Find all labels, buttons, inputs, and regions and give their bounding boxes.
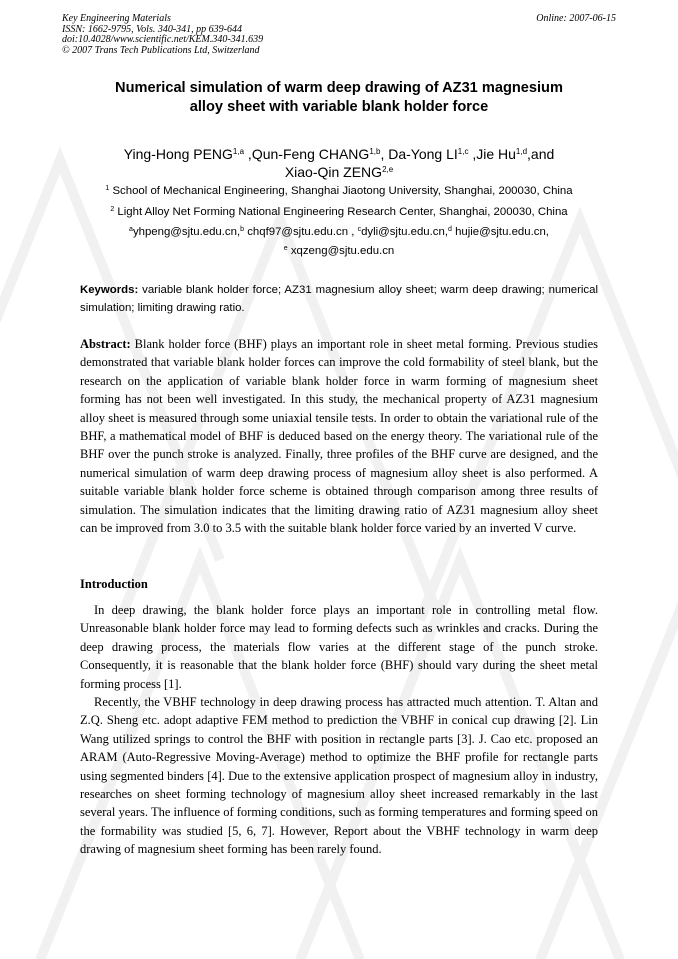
journal-header: [62, 14, 616, 56]
email-address[interactable]: chqf97@sjtu.edu.cn ,: [244, 226, 355, 238]
email-mark: e: [283, 245, 288, 252]
affiliation-mark: 1: [105, 185, 110, 192]
author-affiliation-mark: 1,d: [515, 147, 528, 156]
intro-paragraph-2: Recently, the VBHF technology in deep drawing process has attracted much attention. T. Altan and Z.Q. Sheng etc. adopt adaptive FEM method to prediction the VBHF in conical cup drawing [2]. Lin Wang utilized springs to control the BHF with position in rectangle parts [3]. J. Cao etc. proposed an ARAM (Auto-Regressive Moving-Average) method to optimize the BHF profile for rectangle parts using segmented binders [4]. Due to the extensive application prospect of magnesium alloy in industry, researches on sheet forming technology of magnesium alloy sheet increased remarkably in the last several years. The influence of forming conditions, such as forming temperatures and forming speed on the formability was studied [5, 6, 7]. However, Report about the VBHF technology in warm deep drawing of magnesium sheet forming has been rarely found.: [80, 695, 598, 857]
introduction-heading: Introduction: [80, 577, 148, 591]
author-affiliation-mark: 1,c: [457, 147, 469, 156]
affiliation-mark: 2: [110, 206, 115, 213]
author-separator: ,: [468, 146, 477, 162]
email-mark: d: [448, 226, 452, 233]
author-line-2: [70, 163, 608, 181]
author-list: [70, 145, 608, 181]
affiliation-text: Light Alloy Net Forming National Engineering Research Center, Shanghai, 200030, China: [117, 206, 568, 218]
author-name: Qun-Feng CHANG: [251, 146, 370, 162]
author-name: Xiao-Qin ZENG: [284, 164, 383, 180]
author-line-1: [70, 145, 608, 163]
email-address[interactable]: hujie@sjtu.edu.cn,: [451, 226, 549, 238]
journal-name: Key Engineering Materials: [62, 13, 171, 24]
email-mark: a: [129, 226, 133, 233]
email-address[interactable]: yhpeng@sjtu.edu.cn,: [132, 226, 241, 238]
email-line-1: [62, 225, 616, 239]
abstract-block: [80, 335, 598, 537]
title-line-2: alloy sheet with variable blank holder force: [189, 99, 489, 115]
doi-line: doi:10.4028/www.scientific.net/KEM.340-341.639: [62, 34, 264, 45]
email-address[interactable]: dyli@sjtu.edu.cn,: [361, 226, 448, 238]
email-mark: c: [357, 226, 362, 233]
author-name: Ying-Hong PENG: [123, 146, 233, 162]
author-separator: ,and: [527, 146, 555, 162]
issn-line: ISSN: 1662-9795, Vols. 340-341, pp 639-644: [62, 23, 242, 35]
author-separator: ,: [380, 146, 389, 162]
abstract-label: Abstract:: [80, 337, 131, 351]
author-affiliation-mark: 1,b: [369, 147, 381, 156]
title-line-1: Numerical simulation of warm deep drawing of AZ31 magnesium: [115, 80, 563, 96]
affiliation-text: School of Mechanical Engineering, Shanghai Jiaotong University, Shanghai, 200030, China: [112, 185, 573, 197]
online-date: Online: 2007-06-15: [536, 13, 616, 24]
email-line-2: [62, 244, 616, 258]
author-affiliation-mark: 1,a: [232, 147, 245, 156]
author-affiliation-mark: 2,e: [382, 165, 394, 174]
keywords-label: Keywords:: [80, 284, 139, 296]
email-address[interactable]: xqzeng@sjtu.edu.cn: [287, 245, 395, 257]
keywords-block: [80, 281, 598, 317]
copyright-line: © 2007 Trans Tech Publications Ltd, Switzerland: [62, 44, 260, 56]
keywords-text: variable blank holder force; AZ31 magnesium alloy sheet; warm deep drawing; numerical simulation; limiting drawing ratio.: [80, 284, 598, 314]
author-name: Jie Hu: [476, 146, 516, 162]
affiliation-2: [62, 205, 616, 219]
affiliation-1: [62, 184, 616, 198]
author-separator: ,: [244, 146, 252, 162]
introduction-body: [80, 601, 598, 859]
abstract-text: Blank holder force (BHF) plays an important role in sheet metal forming. Previous studies demonstrated that variable blank holder forces can improve the cold formability of steel blank, but the research on the application of variable blank holder force in warm forming of magnesium sheet forming has not been well investigated. In this study, the mechanical property of AZ31 magnesium alloy sheet is measured through some uniaxial tensile tests. In order to obtain the variational rule of the BHF, a mathematical model of BHF is deduced based on the energy theory. The variational rule of the BHF over the punch stroke is analyzed. Finally, three profiles of the BHF curve are designed, and the numerical simulation of warm deep drawing process of magnesium alloy sheet is also performed. A suitable variable blank holder force scheme is obtained through comparison among three results of simulation. The simulation indicates that the limiting drawing ratio of AZ31 magnesium alloy sheet can be improved from 3.0 to 3.5 with the suitable blank holder force varied by an inverted V curve.: [80, 337, 598, 536]
email-mark: b: [240, 226, 245, 233]
author-name: Da-Yong LI: [388, 146, 458, 162]
paper-title: [80, 79, 598, 117]
intro-paragraph-1: In deep drawing, the blank holder force plays an important role in controlling metal flow. Unreasonable blank holder force may lead to forming defects such as wrinkles and cracks. During the deep drawing process, the materials flow varies at the different stage of the punch stroke. Consequently, it is reasonable that the blank holder force (BHF) should vary during the sheet metal forming process [1].: [80, 603, 598, 691]
